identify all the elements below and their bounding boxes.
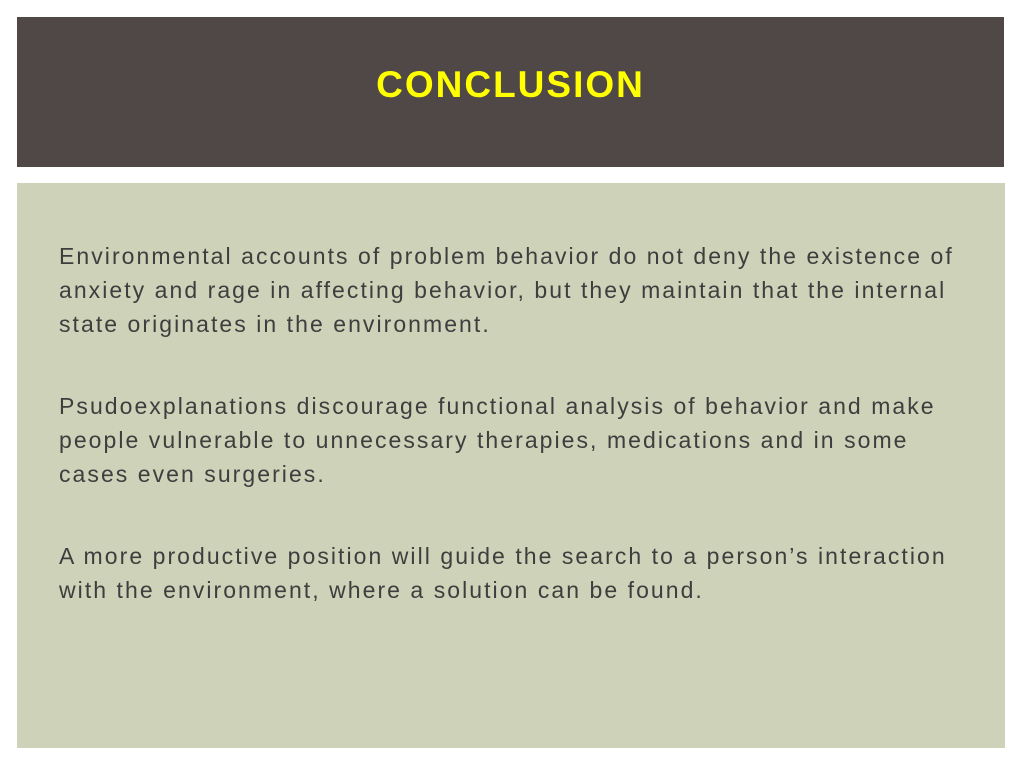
content-box — [17, 183, 1005, 748]
title-bar — [17, 17, 1004, 167]
body-text — [59, 239, 959, 655]
paragraph-2: Psudoexplanations discourage functional analysis of behavior and make people vulnerable to unnecessary therapies, medications and in some cases even surgeries. — [59, 393, 936, 487]
slide-title: CONCLUSION — [376, 64, 645, 105]
paragraph-3: A more productive position will guide the search to a person’s interaction with the environment, where a solution can be found. — [59, 543, 947, 603]
paragraph-1: Environmental accounts of problem behavior do not deny the existence of anxiety and rage in affecting behavior, but they maintain that the internal state originates in the environment. — [59, 243, 954, 337]
